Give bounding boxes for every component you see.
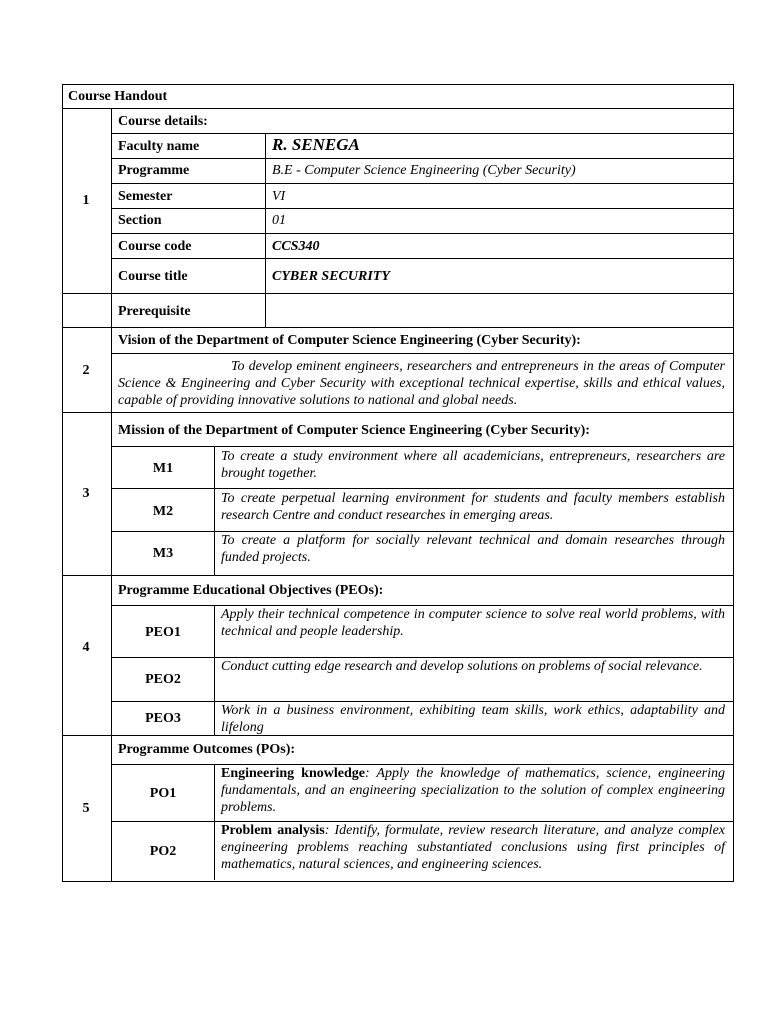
semester-label: Semester	[118, 189, 173, 204]
peo-code: PEO2	[145, 672, 181, 687]
number-column-divider	[111, 108, 112, 881]
course-code-label: Course code	[118, 239, 192, 254]
peo-text: Conduct cutting edge research and develop solutions on problems of social relevance.	[221, 659, 703, 674]
po-heading: Programme Outcomes (POs):	[118, 742, 296, 757]
mission-code: M2	[152, 504, 174, 519]
prerequisite-label: Prerequisite	[118, 304, 191, 319]
divider	[111, 488, 733, 489]
po-text	[221, 822, 725, 873]
po-description: : Apply the knowledge of mathematics, science, engineering fundamentals, and an engineering specialization to the solution of complex engineering problems.	[221, 766, 725, 815]
section-number-5: 5	[82, 801, 90, 816]
peo-heading: Programme Educational Objectives (PEOs):	[118, 583, 384, 598]
course-title-label: Course title	[118, 269, 188, 284]
po-code: PO2	[149, 844, 177, 859]
mission-code-divider	[214, 446, 215, 575]
mission-code: M3	[152, 546, 174, 561]
peo-text: Apply their technical competence in computer science to solve real world problems, with technical and people leadership.	[221, 607, 725, 639]
peo-code-divider	[214, 605, 215, 735]
section-number-1: 1	[82, 193, 90, 208]
divider	[111, 233, 733, 234]
details-label-divider	[265, 133, 266, 327]
divider	[111, 446, 733, 447]
mission-text: To create a platform for socially relevant technical and domain researches through funded projects.	[221, 533, 725, 565]
divider	[62, 327, 733, 328]
po-lead: Problem analysis	[221, 823, 325, 838]
section-number-2: 2	[82, 363, 90, 378]
programme-label: Programme	[118, 163, 190, 178]
divider	[111, 133, 733, 134]
vision-heading: Vision of the Department of Computer Science Engineering (Cyber Security):	[118, 333, 581, 348]
divider	[111, 258, 733, 259]
peo-code: PEO3	[145, 711, 181, 726]
section-value: 01	[272, 213, 286, 228]
faculty-name-value: R. SENEGA	[272, 135, 360, 154]
divider	[62, 735, 733, 736]
course-details-heading: Course details:	[118, 114, 208, 129]
mission-text: To create a study environment where all academicians, entrepreneurs, researchers are brought together.	[221, 449, 725, 481]
semester-value: VI	[272, 189, 286, 204]
divider	[111, 208, 733, 209]
divider	[111, 158, 733, 159]
po-text	[221, 765, 725, 816]
section-number-3: 3	[82, 486, 90, 501]
course-title-value: CYBER SECURITY	[272, 269, 390, 284]
faculty-name-label: Faculty name	[118, 139, 200, 154]
po-lead: Engineering knowledge	[221, 766, 365, 781]
divider	[111, 183, 733, 184]
vision-text: To develop eminent engineers, researchers and entrepreneurs in the areas of Computer Science & Engineering and Cyber Security with exceptional technical expertise, skills and ethical values, capable of providing innovative solutions to national and global needs.	[118, 359, 725, 408]
peo-code: PEO1	[145, 625, 181, 640]
handout-title: Course Handout	[68, 89, 168, 104]
divider	[62, 575, 733, 576]
po-code-divider	[214, 764, 215, 880]
section-label: Section	[118, 213, 162, 228]
programme-value: B.E - Computer Science Engineering (Cyber Security)	[272, 163, 576, 178]
divider	[62, 108, 733, 109]
peo-text: Work in a business environment, exhibiting team skills, work ethics, adaptability and lifelong	[221, 703, 725, 735]
divider	[62, 412, 733, 413]
course-code-value: CCS340	[272, 239, 320, 254]
mission-heading: Mission of the Department of Computer Science Engineering (Cyber Security):	[118, 423, 590, 438]
po-code: PO1	[149, 786, 177, 801]
po-description: : Identify, formulate, review research literature, and analyze complex engineering problems reaching substantiated conclusions using first principles of mathematics, natural sciences, and engineering sciences.	[221, 823, 726, 872]
divider	[111, 353, 733, 354]
mission-code: M1	[152, 461, 174, 476]
section-number-4: 4	[82, 640, 90, 655]
mission-text: To create perpetual learning environment for students and faculty members establish research Centre and conduct researches in emerging areas.	[221, 491, 725, 523]
divider	[62, 293, 733, 294]
